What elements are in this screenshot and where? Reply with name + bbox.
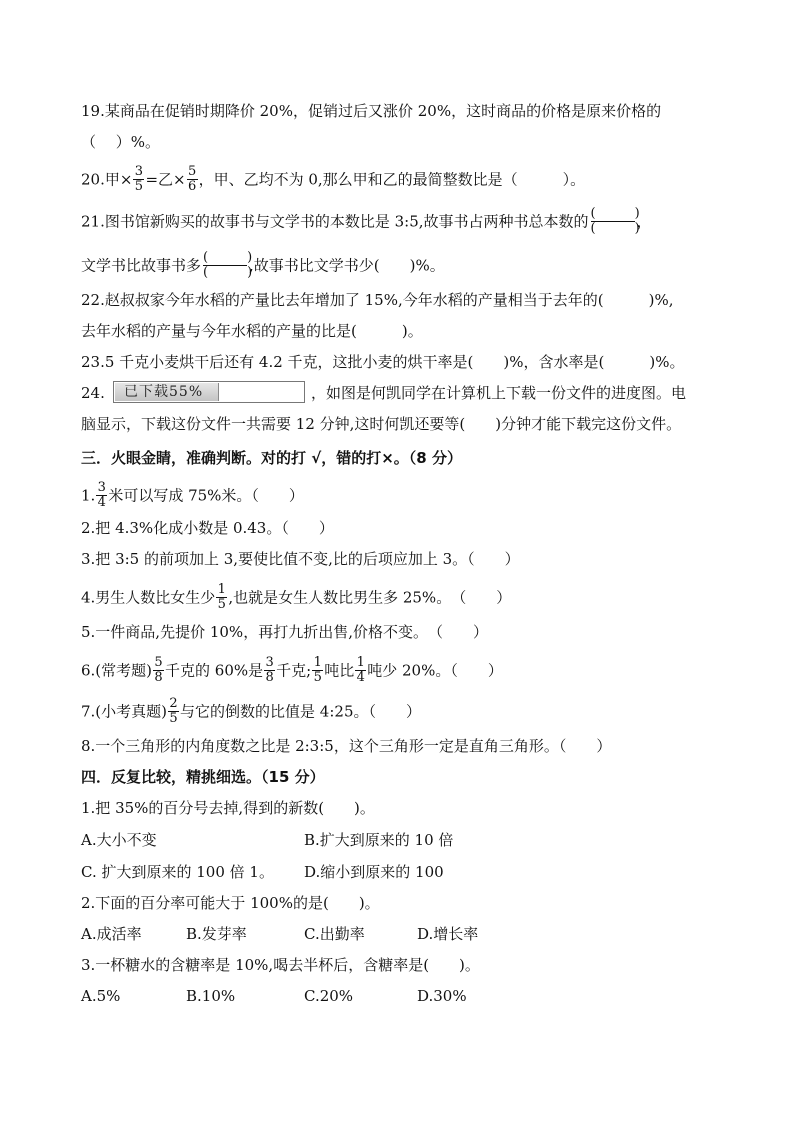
question-19-line2: （ ）%。 xyxy=(81,133,161,151)
s3-question-5: 5.一件商品,先提价 10%，再打九折出售,价格不变。 （ ） xyxy=(81,623,488,641)
s4-q3-option-c: C.20% xyxy=(304,987,354,1005)
s4-q1-option-b: B.扩大到原来的 10 倍 xyxy=(304,831,454,849)
s4-q1-option-c: C. 扩大到原来的 100 倍 1。 xyxy=(81,863,274,881)
s4-q2-option-b: B.发芽率 xyxy=(186,925,247,943)
fraction-3-8: $\frac{3}{8}$ xyxy=(265,655,274,685)
fraction-5-8: $\frac{5}{8}$ xyxy=(154,655,163,685)
s4-question-3-stem: 3.一杯糖水的含糖率是 10%,喝去半杯后，含糖率是( )。 xyxy=(81,956,480,974)
question-23: 23.5 千克小麦烘干后还有 4.2 千克，这批小麦的烘干率是( )%，含水率是( )%。 xyxy=(81,353,685,371)
s3-question-2: 2.把 4.3%化成小数是 0.43。（ ） xyxy=(81,519,334,537)
s3-question-8: 8.一个三角形的内角度数之比是 2:3:5，这个三角形一定是直角三角形。（ ） xyxy=(81,737,612,755)
question-22-line1: 22.赵叔叔家今年水稻的产量比去年增加了 15%,今年水稻的产量相当于去年的( )%, xyxy=(81,291,674,309)
s4-q1-option-a: A.大小不变 xyxy=(81,831,157,849)
s4-q2-option-a: A.成活率 xyxy=(81,925,142,943)
s4-q2-option-d: D.增长率 xyxy=(417,925,479,943)
s4-q3-option-d: D.30% xyxy=(417,987,467,1005)
section-3-title: 三．火眼金睛，准确判断。对的打 √，错的打×。（8 分） xyxy=(81,449,462,467)
s4-q3-option-b: B.10% xyxy=(186,987,236,1005)
fraction-1-5: $\frac{1}{5}$ xyxy=(217,582,226,612)
question-19-line1: 19.某商品在促销时期降价 20%，促销过后又涨价 20%，这时商品的价格是原来价格的 xyxy=(81,102,662,120)
question-24-line2: 脑显示，下载这份文件一共需要 12 分钟,这时何凯还要等( )分钟才能下载完这份文件。 xyxy=(81,415,682,433)
question-22-line2: 去年水稻的产量与今年水稻的产量的比是( )。 xyxy=(81,322,423,340)
fraction-1-4: $\frac{1}{4}$ xyxy=(356,655,365,685)
fraction-blank: $\frac{( )}{( )}$ xyxy=(590,206,640,236)
fraction-2-5: $\frac{2}{5}$ xyxy=(169,696,178,726)
s4-q3-option-a: A.5% xyxy=(81,987,121,1005)
download-progress-bar xyxy=(113,381,305,403)
s4-question-2-stem: 2.下面的百分率可能大于 100%的是( )。 xyxy=(81,894,380,912)
progress-label: 已下载55% xyxy=(124,384,204,400)
section-4-title: 四．反复比较，精挑细选。（15 分） xyxy=(81,768,325,786)
s4-question-1-stem: 1.把 35%的百分号去掉,得到的新数( )。 xyxy=(81,799,375,817)
question-24-line1: ，如图是何凯同学在计算机上下载一份文件的进度图。电 xyxy=(311,384,687,402)
fraction-1-5: $\frac{1}{5}$ xyxy=(313,655,322,685)
fraction-3-5: $\frac{3}{5}$ xyxy=(134,164,144,194)
question-21-line2: 文学书比故事书多 $\frac{( )}{( )}$ ,故事书比文学书少( )%。 xyxy=(81,250,445,280)
s3-question-1: 1. $\frac{3}{4}$ 米可以写成 75%米。（ ） xyxy=(81,480,304,510)
fraction-3-4: $\frac{3}{4}$ xyxy=(97,480,106,510)
question-21-line1: 21.图书馆新购买的故事书与文学书的本数比是 3:5,故事书占两种书总本数的 $\frac{( )}{( )}$ ， xyxy=(81,206,652,236)
s4-q1-option-d: D.缩小到原来的 100 xyxy=(304,863,444,881)
s3-question-4: 4.男生人数比女生少 $\frac{1}{5}$ ,也就是女生人数比男生多 25%。 （ ） xyxy=(81,582,512,612)
fraction-5-6: $\frac{5}{6}$ xyxy=(187,164,197,194)
s3-question-7: 7.(小考真题) $\frac{2}{5}$ 与它的倒数的比值是 4:25。（ ） xyxy=(81,696,421,726)
question-20: 20.甲× $\frac{3}{5}$ =乙× $\frac{5}{6}$ ，甲、乙均不为 0,那么甲和乙的最简整数比是（ ）。 xyxy=(81,164,586,194)
fraction-blank: $\frac{( )}{( )}$ xyxy=(203,250,253,280)
question-24-number: 24. xyxy=(81,384,105,402)
s3-question-6: 6.(常考题) $\frac{5}{8}$ 千克的 60%是 $\frac{3}{8}$ 千克; $\frac{1}{5}$ 吨比 $\frac{1}{4}$ 吨少 20%。（ ） xyxy=(81,655,503,685)
s4-q2-option-c: C.出勤率 xyxy=(304,925,365,943)
s3-question-3: 3.把 3:5 的前项加上 3,要使比值不变,比的后项应加上 3。（ ） xyxy=(81,550,520,568)
